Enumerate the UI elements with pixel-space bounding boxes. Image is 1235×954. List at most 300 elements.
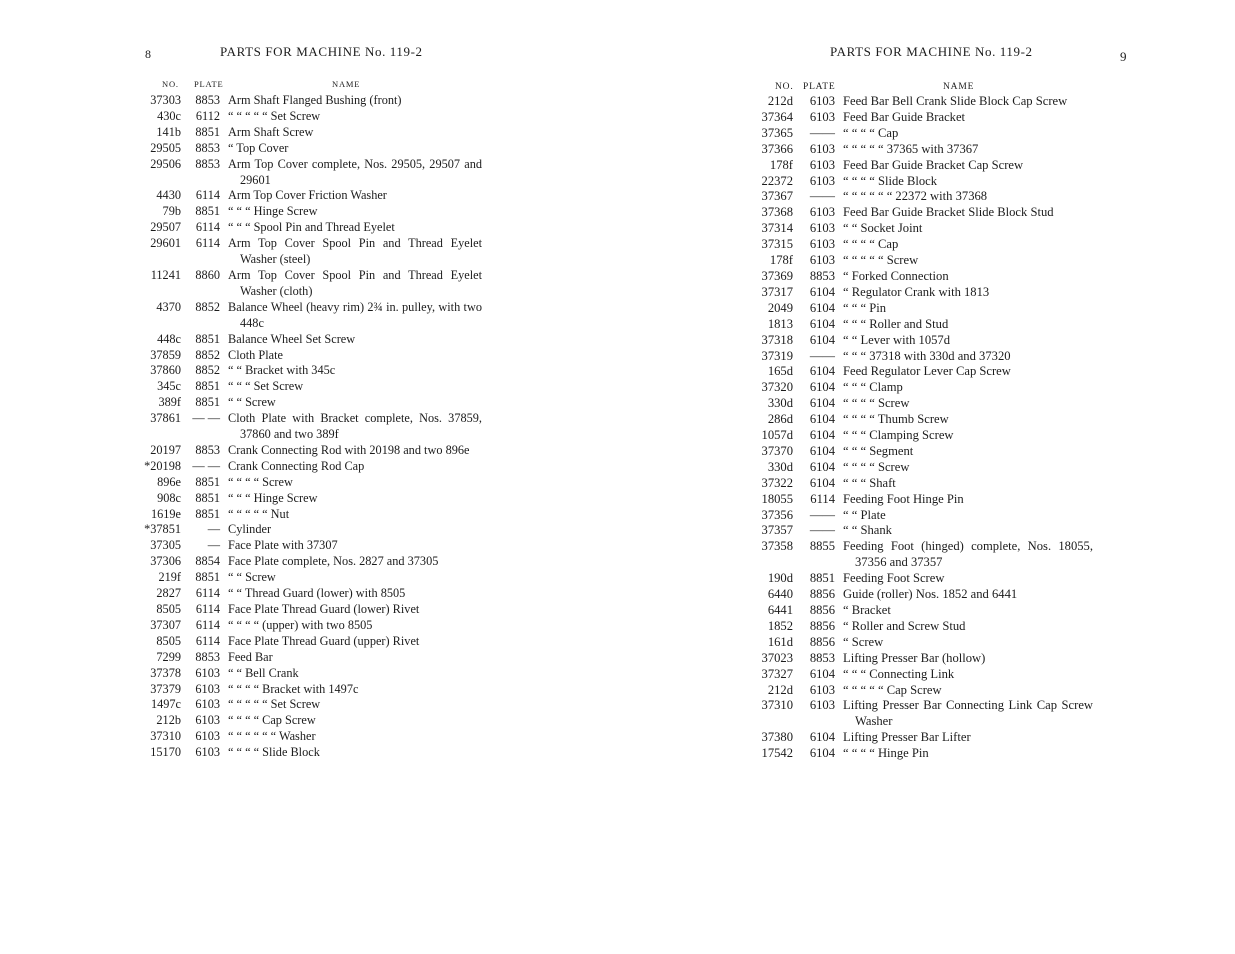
plate-number: 8856 [809, 618, 835, 633]
part-name: “ “ “ “ Slide Block [843, 173, 938, 188]
part-number: 37378 [150, 665, 181, 680]
part-number: 37861 [150, 411, 181, 426]
part-number: 286d [767, 412, 793, 427]
part-name: “ “ “ “ Screw [228, 474, 293, 489]
plate-number: 8851 [195, 490, 220, 505]
parts-entry [140, 682, 482, 698]
part-name: “ Forked Connection [843, 268, 949, 283]
part-name: “ “ “ Hinge Screw [228, 490, 318, 505]
part-number: 430c [157, 108, 181, 123]
part-number: 37307 [150, 617, 181, 632]
parts-entry [140, 666, 482, 682]
part-name: “ “ “ “ Screw [843, 459, 910, 474]
parts-entry [140, 363, 482, 379]
parts-entry [748, 253, 1093, 269]
parts-entry [748, 587, 1093, 603]
plate-number: 8852 [195, 299, 220, 314]
part-name: “ “ “ Spool Pin and Thread Eyelet [228, 220, 395, 235]
parts-entry [748, 349, 1093, 365]
part-name: “ “ “ Hinge Screw [228, 204, 318, 219]
part-name: Feed Regulator Lever Cap Screw [843, 364, 1011, 379]
parts-entry [140, 554, 482, 570]
part-name: “ “ “ Connecting Link [843, 666, 955, 681]
plate-number: 8855 [809, 539, 835, 554]
parts-entry [748, 221, 1093, 237]
part-name: Lifting Presser Bar (hollow) [843, 650, 986, 665]
plate-number: 6104 [809, 746, 835, 761]
parts-entry [140, 411, 482, 443]
part-number: 29601 [150, 236, 181, 251]
parts-entry [748, 189, 1093, 205]
parts-entry [748, 158, 1093, 174]
column-head-plate: PLATE [194, 79, 224, 89]
part-number: 141b [156, 124, 181, 139]
part-name: “ “ “ Clamp [843, 380, 903, 395]
part-number: 1057d [761, 428, 793, 443]
part-number: 15170 [150, 745, 181, 760]
part-name: Guide (roller) Nos. 1852 and 6441 [843, 587, 1018, 602]
plate-number: 6104 [809, 284, 835, 299]
plate-number: 6104 [809, 412, 835, 427]
column-head-name: NAME [943, 82, 975, 92]
plate-number: 6114 [195, 617, 220, 632]
plate-number: 8851 [195, 506, 220, 521]
part-name: “ Regulator Crank with 1813 [843, 284, 990, 299]
parts-entry [140, 395, 482, 411]
part-number: 37366 [761, 141, 793, 156]
part-name: Feeding Foot Hinge Pin [843, 491, 964, 506]
parts-list [748, 94, 1093, 762]
parts-entry [748, 523, 1093, 539]
part-name: “ “ “ Pin [843, 300, 887, 315]
column-head-no: NO. [162, 79, 179, 89]
parts-entry [140, 570, 482, 586]
parts-entry [748, 301, 1093, 317]
plate-number: 6103 [195, 729, 220, 744]
part-number: 178f [769, 253, 793, 268]
part-number: 37317 [761, 284, 793, 299]
plate-number: — — [192, 458, 220, 473]
part-number: 20197 [150, 442, 181, 457]
part-number: 37379 [150, 681, 181, 696]
part-name: “ “ Thread Guard (lower) with 8505 [228, 586, 406, 601]
part-number: 4430 [156, 188, 181, 203]
part-number: 8505 [156, 633, 181, 648]
part-number: 17542 [761, 746, 793, 761]
parts-entry [140, 109, 482, 125]
plate-number: 6114 [195, 220, 220, 235]
parts-entry [748, 269, 1093, 285]
parts-entry [140, 236, 482, 268]
part-name: “ “ “ “ “ Set Screw [228, 108, 321, 123]
part-number: 1813 [767, 316, 793, 331]
part-name: Balance Wheel Set Screw [228, 331, 356, 346]
part-name: Feeding Foot Screw [843, 571, 945, 586]
parts-entry [140, 300, 482, 332]
parts-entry [748, 333, 1093, 349]
parts-entry [748, 380, 1093, 396]
part-name: “ “ “ “ Cap Screw [228, 713, 316, 728]
part-number: 37306 [150, 554, 181, 569]
parts-entry [748, 126, 1093, 142]
plate-number: —— [809, 507, 835, 522]
part-name: “ Roller and Screw Stud [843, 618, 966, 633]
part-number: 37358 [761, 539, 793, 554]
part-number: 330d [767, 396, 793, 411]
parts-entry [140, 602, 482, 618]
part-number: 1497c [150, 697, 181, 712]
part-name: “ “ “ “ “ Nut [228, 506, 290, 521]
part-name: “ “ Socket Joint [843, 221, 923, 236]
part-number: 37310 [150, 729, 181, 744]
part-name: “ “ “ Roller and Stud [843, 316, 949, 331]
part-number: 37364 [761, 109, 793, 124]
page-number: 9 [1120, 49, 1127, 64]
plate-number: —— [809, 125, 835, 140]
parts-entry [140, 443, 482, 459]
part-name: “ “ “ “ Thumb Screw [843, 412, 949, 427]
plate-number: 6103 [195, 745, 220, 760]
plate-number: 6104 [809, 459, 835, 474]
plate-number: 8851 [195, 395, 220, 410]
part-name: “ “ “ “ Bracket with 1497c [228, 681, 359, 696]
parts-entry [140, 125, 482, 141]
part-number: 37318 [761, 332, 793, 347]
part-number: 37322 [761, 475, 793, 490]
parts-entry [748, 746, 1093, 762]
part-name: “ “ “ “ Screw [843, 396, 910, 411]
parts-entry [140, 348, 482, 364]
plate-number: 8854 [195, 554, 220, 569]
parts-entry [748, 317, 1093, 333]
plate-number: 6104 [809, 428, 835, 443]
part-number: 212d [767, 682, 793, 697]
plate-number: 6103 [809, 205, 835, 220]
part-name: “ Screw [843, 634, 884, 649]
parts-entry [748, 237, 1093, 253]
parts-entry [748, 285, 1093, 301]
page-header: PARTS FOR MACHINE No. 119-2 [830, 44, 1033, 59]
parts-entry [140, 650, 482, 666]
part-number: 79b [162, 204, 181, 219]
parts-entry [748, 539, 1093, 571]
part-name: “ “ “ “ Slide Block [228, 745, 320, 760]
plate-number: 6103 [809, 698, 835, 713]
parts-entry [748, 110, 1093, 126]
part-number: 11241 [150, 267, 181, 282]
parts-entry [140, 538, 482, 554]
plate-number: 6104 [809, 300, 835, 315]
plate-number: 8860 [195, 267, 220, 282]
plate-number: — — [192, 411, 220, 426]
part-number: 190d [767, 571, 793, 586]
plate-number: 6112 [195, 108, 220, 123]
part-number: 37368 [761, 205, 793, 220]
plate-number: 8853 [195, 156, 220, 171]
part-number: 37023 [761, 650, 793, 665]
part-name: Crank Connecting Rod with 20198 and two 896e [228, 442, 470, 457]
part-number: 161d [767, 634, 793, 649]
column-head-no: NO. [775, 82, 794, 92]
parts-entry [140, 713, 482, 729]
plate-number: 8852 [195, 363, 220, 378]
parts-entry [748, 94, 1093, 110]
parts-entry [748, 174, 1093, 190]
part-number: 178f [769, 157, 793, 172]
part-number: 6440 [767, 587, 793, 602]
parts-entry [748, 412, 1093, 428]
plate-number: 6103 [809, 173, 835, 188]
parts-entry [748, 635, 1093, 651]
part-number: 2827 [156, 586, 181, 601]
part-name: Cylinder [228, 522, 272, 537]
part-name: Face Plate complete, Nos. 2827 and 37305 [228, 554, 439, 569]
part-number: 37859 [150, 347, 181, 362]
plate-number: 8851 [195, 474, 220, 489]
part-name: Arm Top Cover Spool Pin and Thread Eyelet Washer (steel) [228, 236, 482, 267]
part-number: 37860 [150, 363, 181, 378]
plate-number: 8851 [195, 379, 220, 394]
part-number: 37315 [761, 237, 793, 252]
plate-number: 8853 [195, 140, 220, 155]
part-number: 8505 [156, 602, 181, 616]
part-name: “ “ Lever with 1057d [843, 332, 951, 347]
part-number: 4370 [156, 299, 181, 314]
plate-number: 6103 [809, 237, 835, 252]
plate-number: 6114 [810, 491, 835, 506]
parts-entry [748, 571, 1093, 587]
parts-entry [748, 508, 1093, 524]
part-name: Face Plate Thread Guard (lower) Rivet [228, 602, 420, 616]
plate-number: 6103 [195, 681, 220, 696]
plate-number: 6114 [195, 602, 220, 616]
part-number: 37370 [761, 443, 793, 458]
part-name: Crank Connecting Rod Cap [228, 458, 365, 473]
plate-number: 8853 [809, 268, 835, 283]
part-name: Feed Bar Guide Bracket Slide Block Stud [843, 205, 1054, 220]
parts-entry [140, 507, 482, 523]
part-name: “ “ Plate [843, 507, 886, 522]
part-name: Lifting Presser Bar Lifter [843, 730, 971, 745]
part-name: “ “ Bracket with 345c [228, 363, 336, 378]
plate-number: 6104 [809, 475, 835, 490]
part-number: *37851 [144, 522, 181, 537]
part-name: “ “ “ “ (upper) with two 8505 [228, 617, 373, 632]
parts-entry [748, 460, 1093, 476]
part-name: Arm Top Cover Spool Pin and Thread Eyelet Washer (cloth) [228, 267, 482, 298]
plate-number: 6103 [809, 682, 835, 697]
part-name: “ “ “ Clamping Screw [843, 428, 954, 443]
part-name: Face Plate with 37307 [228, 538, 338, 553]
part-number: 18055 [761, 491, 793, 506]
plate-number: 8851 [809, 571, 835, 586]
parts-entry [748, 476, 1093, 492]
column-head-plate: PLATE [803, 82, 836, 92]
part-name: “ “ Screw [228, 570, 276, 585]
part-number: 37314 [761, 221, 793, 236]
parts-entry [140, 220, 482, 236]
plate-number: 6114 [195, 586, 220, 601]
part-number: *20198 [144, 458, 181, 473]
part-name: “ “ “ Shaft [843, 475, 896, 490]
part-number: 37367 [761, 189, 793, 204]
parts-entry [140, 729, 482, 745]
parts-entry [748, 698, 1093, 730]
plate-number: 6104 [809, 396, 835, 411]
part-number: 345c [157, 379, 181, 394]
part-number: 37357 [761, 523, 793, 538]
part-number: 29506 [150, 156, 181, 171]
part-number: 37365 [761, 125, 793, 140]
parts-entry [140, 745, 482, 761]
part-name: Feed Bar Bell Crank Slide Block Cap Screw [843, 94, 1068, 108]
part-name: Cloth Plate with Bracket complete, Nos. 37859, 37860 and two 389f [228, 411, 482, 442]
part-name: “ “ “ Set Screw [228, 379, 304, 394]
part-name: “ “ Bell Crank [228, 665, 299, 680]
plate-number: 6103 [809, 221, 835, 236]
plate-number: 8856 [809, 587, 835, 602]
parts-entry [748, 667, 1093, 683]
parts-entry [748, 364, 1093, 380]
parts-entry [748, 492, 1093, 508]
part-name: “ “ Screw [228, 395, 276, 410]
part-number: 1619e [150, 506, 181, 521]
plate-number: 6104 [809, 730, 835, 745]
part-number: 37327 [761, 666, 793, 681]
plate-number: 8853 [195, 649, 220, 664]
plate-number: 8851 [195, 124, 220, 139]
plate-number: 6103 [195, 697, 220, 712]
part-name: “ Top Cover [228, 140, 289, 155]
parts-entry [140, 618, 482, 634]
part-number: 22372 [761, 173, 793, 188]
part-name: Cloth Plate [228, 347, 283, 362]
part-number: 37369 [761, 268, 793, 283]
plate-number: —— [809, 189, 835, 204]
part-name: Feed Bar Guide Bracket Cap Screw [843, 157, 1024, 172]
plate-number: 6104 [809, 666, 835, 681]
parts-entry [748, 651, 1093, 667]
part-number: 37305 [150, 538, 181, 553]
part-name: “ “ “ “ “ Set Screw [228, 697, 321, 712]
parts-entry [140, 586, 482, 602]
parts-entry [140, 157, 482, 189]
part-number: 37303 [150, 93, 181, 107]
plate-number: 6104 [809, 316, 835, 331]
plate-number: 8852 [195, 347, 220, 362]
part-name: “ “ “ Segment [843, 443, 914, 458]
parts-entry [140, 93, 482, 109]
page-number: 8 [145, 47, 151, 61]
part-name: “ “ “ “ Hinge Pin [843, 746, 929, 761]
part-name: “ “ Shank [843, 523, 892, 538]
parts-entry [140, 459, 482, 475]
plate-number: 6103 [809, 141, 835, 156]
plate-number: 8851 [195, 331, 220, 346]
plate-number: 8856 [809, 634, 835, 649]
part-number: 165d [767, 364, 793, 379]
parts-entry [140, 332, 482, 348]
part-name: Arm Top Cover Friction Washer [228, 188, 387, 203]
part-name: Feed Bar Guide Bracket [843, 109, 966, 124]
part-name: Feeding Foot (hinged) complete, Nos. 18055, 37356 and 37357 [843, 539, 1093, 570]
parts-entry [748, 730, 1093, 746]
part-number: 37319 [761, 348, 793, 363]
part-name: Arm Top Cover complete, Nos. 29505, 29507 and 29601 [228, 156, 482, 187]
part-name: Lifting Presser Bar Connecting Link Cap Screw Washer [843, 698, 1093, 729]
part-name: “ “ “ “ “ “ 22372 with 37368 [843, 189, 988, 204]
plate-number: 6103 [809, 109, 835, 124]
part-name: Arm Shaft Flanged Bushing (front) [228, 93, 402, 107]
plate-number: 6104 [809, 332, 835, 347]
parts-entry [748, 683, 1093, 699]
plate-number: 6103 [195, 665, 220, 680]
plate-number: 6114 [195, 633, 220, 648]
plate-number: 6103 [809, 157, 835, 172]
plate-number: 6103 [809, 253, 835, 268]
parts-entry [748, 205, 1093, 221]
plate-number: 8851 [195, 204, 220, 219]
parts-entry [748, 603, 1093, 619]
plate-number: —— [809, 523, 835, 538]
part-number: 896e [157, 474, 181, 489]
parts-entry [140, 522, 482, 538]
plate-number: 8853 [195, 442, 220, 457]
part-number: 389f [158, 395, 181, 410]
part-name: Feed Bar [228, 649, 273, 664]
part-number: 6441 [767, 603, 793, 617]
part-number: 448c [157, 331, 181, 346]
part-name: “ “ “ “ Cap [843, 125, 899, 140]
part-number: 37310 [761, 698, 793, 713]
part-number: 908c [157, 490, 181, 505]
parts-entry [140, 141, 482, 157]
plate-number: 6103 [195, 713, 220, 728]
parts-entry [140, 491, 482, 507]
part-name: “ “ “ 37318 with 330d and 37320 [843, 348, 1011, 363]
plate-number: —— [809, 348, 835, 363]
part-name: Arm Shaft Screw [228, 124, 314, 139]
part-number: 37356 [761, 507, 793, 522]
part-name: Balance Wheel (heavy rim) 2¾ in. pulley, with two 448c [228, 299, 482, 330]
part-name: “ “ “ “ “ 37365 with 37367 [843, 141, 979, 156]
part-number: 212d [767, 94, 793, 108]
part-name: “ Bracket [843, 603, 891, 617]
plate-number: 6104 [809, 443, 835, 458]
part-number: 219f [158, 570, 181, 585]
part-number: 37380 [761, 730, 793, 745]
parts-entry [140, 634, 482, 650]
part-name: Face Plate Thread Guard (upper) Rivet [228, 633, 420, 648]
part-name: “ “ “ “ “ Cap Screw [843, 682, 942, 697]
parts-entry [140, 188, 482, 204]
parts-entry [748, 619, 1093, 635]
part-number: 29507 [150, 220, 181, 235]
parts-entry [140, 475, 482, 491]
plate-number: 6114 [195, 236, 220, 251]
page-header: PARTS FOR MACHINE No. 119-2 [220, 44, 423, 59]
plate-number: 8853 [809, 650, 835, 665]
plate-number: 8853 [195, 93, 220, 107]
part-name: “ “ “ “ “ “ Washer [228, 729, 316, 744]
plate-number: 6103 [809, 94, 835, 108]
parts-entry [748, 142, 1093, 158]
part-number: 2049 [767, 300, 793, 315]
parts-entry [748, 396, 1093, 412]
plate-number: — [207, 538, 220, 553]
plate-number: 6114 [195, 188, 220, 203]
part-name: “ “ “ “ “ Screw [843, 253, 919, 268]
